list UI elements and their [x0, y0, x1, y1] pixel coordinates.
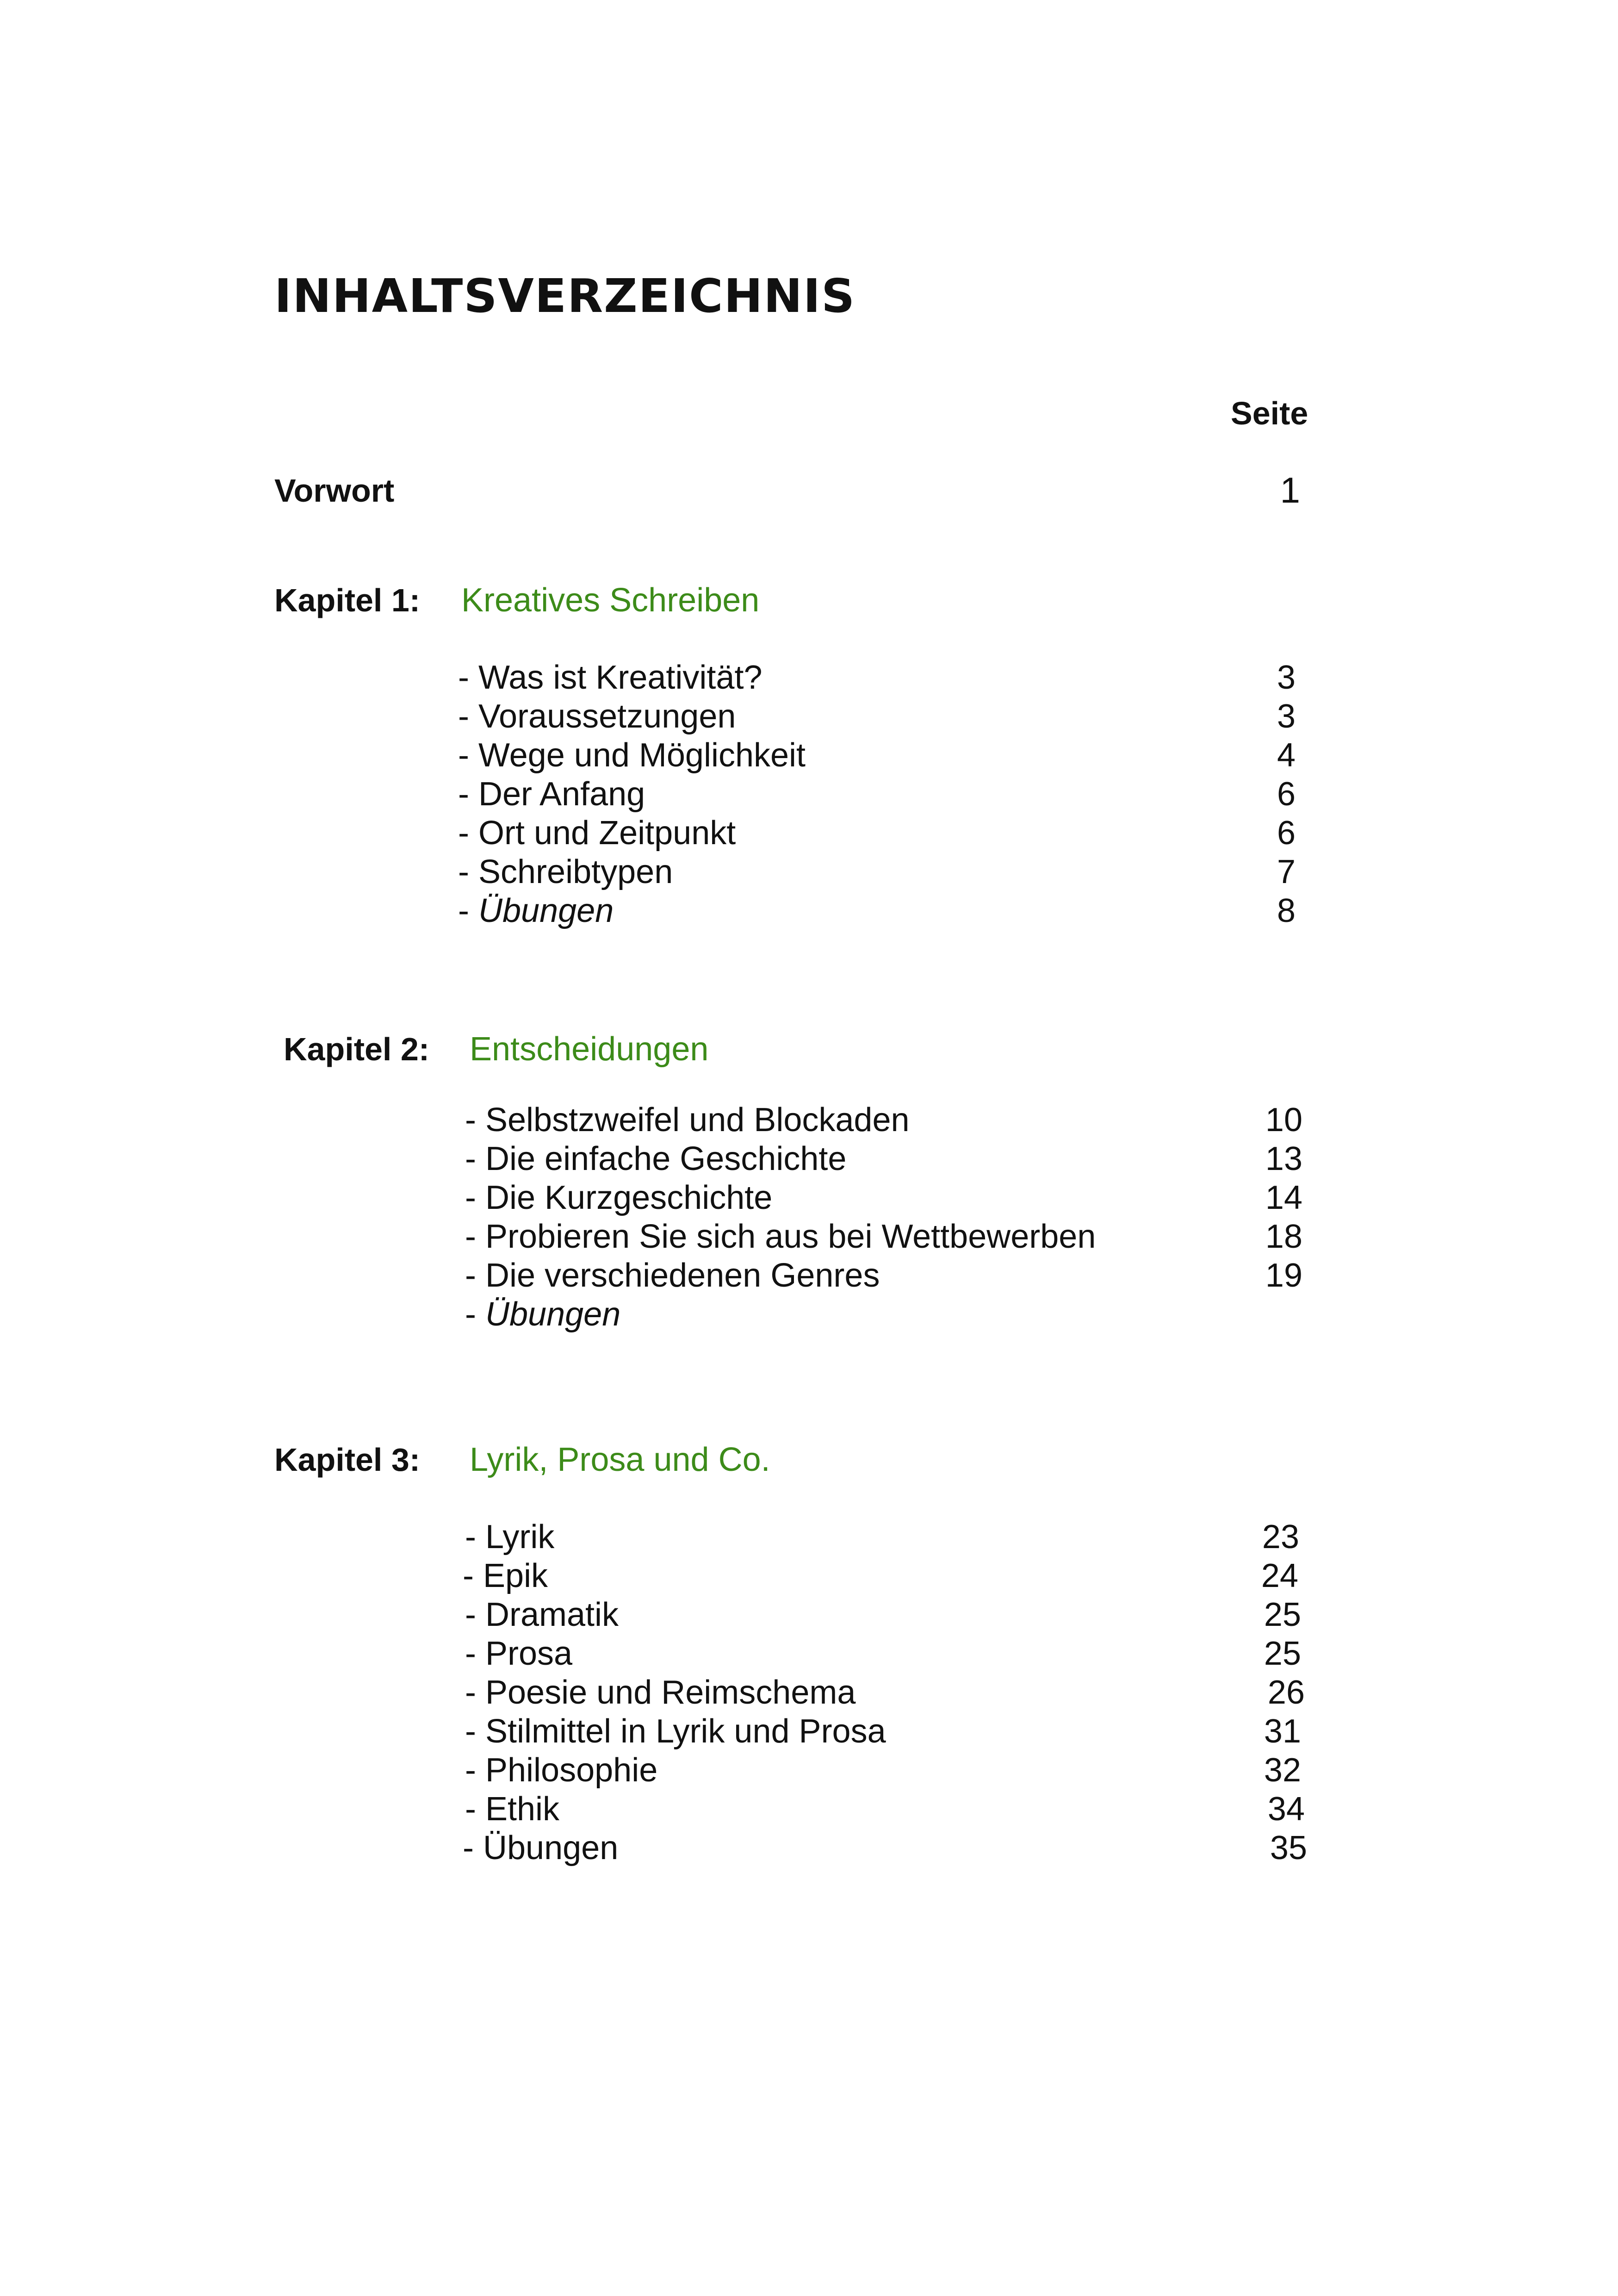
toc-entry-page: 8 — [1277, 892, 1296, 929]
entry-italic-text: Übungen — [485, 1296, 621, 1333]
toc-entry: - Die verschiedenen Genres — [465, 1257, 880, 1294]
toc-entry-page: 34 — [1267, 1791, 1305, 1828]
chapter-title: Kreatives Schreiben — [461, 582, 760, 619]
toc-entry: - Lyrik — [465, 1518, 555, 1556]
toc-entry: - Voraussetzungen — [458, 698, 736, 735]
toc-entry: - Die einfache Geschichte — [465, 1140, 847, 1177]
toc-entry-page: 24 — [1261, 1557, 1298, 1594]
toc-entry-page: 35 — [1270, 1829, 1307, 1867]
toc-entry: - Selbstzweifel und Blockaden — [465, 1101, 910, 1139]
chapter-title: Lyrik, Prosa und Co. — [470, 1441, 770, 1478]
toc-entry-page: 6 — [1277, 815, 1296, 852]
toc-entry-page: 10 — [1265, 1101, 1302, 1139]
preface-page: 1 — [1280, 470, 1300, 510]
toc-entry: - Dramatik — [465, 1596, 619, 1633]
toc-entry-page: 25 — [1264, 1635, 1301, 1672]
toc-entry-page: 7 — [1277, 853, 1296, 890]
preface-label: Vorwort — [274, 473, 395, 509]
toc-entry: - Epik — [463, 1557, 548, 1594]
toc-entry: - Stilmittel in Lyrik und Prosa — [465, 1713, 886, 1750]
toc-entry: - Ort und Zeitpunkt — [458, 815, 736, 852]
toc-entry: - Wege und Möglichkeit — [458, 737, 806, 774]
chapter-title: Entscheidungen — [470, 1031, 709, 1068]
toc-entry: - Probieren Sie sich aus bei Wettbewerben — [465, 1218, 1096, 1255]
toc-entry-page: 26 — [1267, 1674, 1305, 1711]
toc-entry-page: 19 — [1265, 1257, 1302, 1294]
toc-entry-page: 31 — [1264, 1713, 1301, 1750]
toc-entry: - Der Anfang — [458, 776, 645, 813]
toc-entry-exercises — [458, 894, 614, 927]
toc-entry: - Die Kurzgeschichte — [465, 1179, 773, 1216]
toc-entry-page: 18 — [1265, 1218, 1302, 1255]
toc-entry: - Was ist Kreativität? — [458, 659, 763, 696]
toc-entry-page: 32 — [1264, 1752, 1301, 1789]
toc-entry: - Übungen — [463, 1829, 619, 1867]
toc-entry: - Prosa — [465, 1635, 573, 1672]
entry-dash: - — [465, 1296, 485, 1333]
toc-entry-page: 4 — [1277, 737, 1296, 774]
toc-entry-page: 23 — [1262, 1518, 1299, 1556]
toc-entry-exercises — [465, 1298, 620, 1331]
toc-entry: - Schreibtypen — [458, 853, 673, 890]
toc-entry: - Ethik — [465, 1791, 560, 1828]
entry-italic-text: Übungen — [478, 892, 614, 929]
toc-entry-page: 14 — [1265, 1179, 1302, 1216]
chapter-label: Kapitel 1: — [274, 582, 421, 618]
toc-entry-page: 6 — [1277, 776, 1296, 813]
chapter-label: Kapitel 2: — [284, 1031, 430, 1067]
chapter-label: Kapitel 3: — [274, 1442, 421, 1478]
toc-entry-page: 3 — [1277, 698, 1296, 735]
toc-entry-page: 13 — [1265, 1140, 1302, 1177]
toc-entry: - Poesie und Reimschema — [465, 1674, 856, 1711]
entry-dash: - — [458, 892, 478, 929]
page-title: INHALTSVERZEICHNIS — [274, 269, 856, 323]
toc-entry: - Philosophie — [465, 1752, 658, 1789]
toc-entry-page: 3 — [1277, 659, 1296, 696]
page-column-header: Seite — [1231, 395, 1308, 431]
toc-entry-page: 25 — [1264, 1596, 1301, 1633]
